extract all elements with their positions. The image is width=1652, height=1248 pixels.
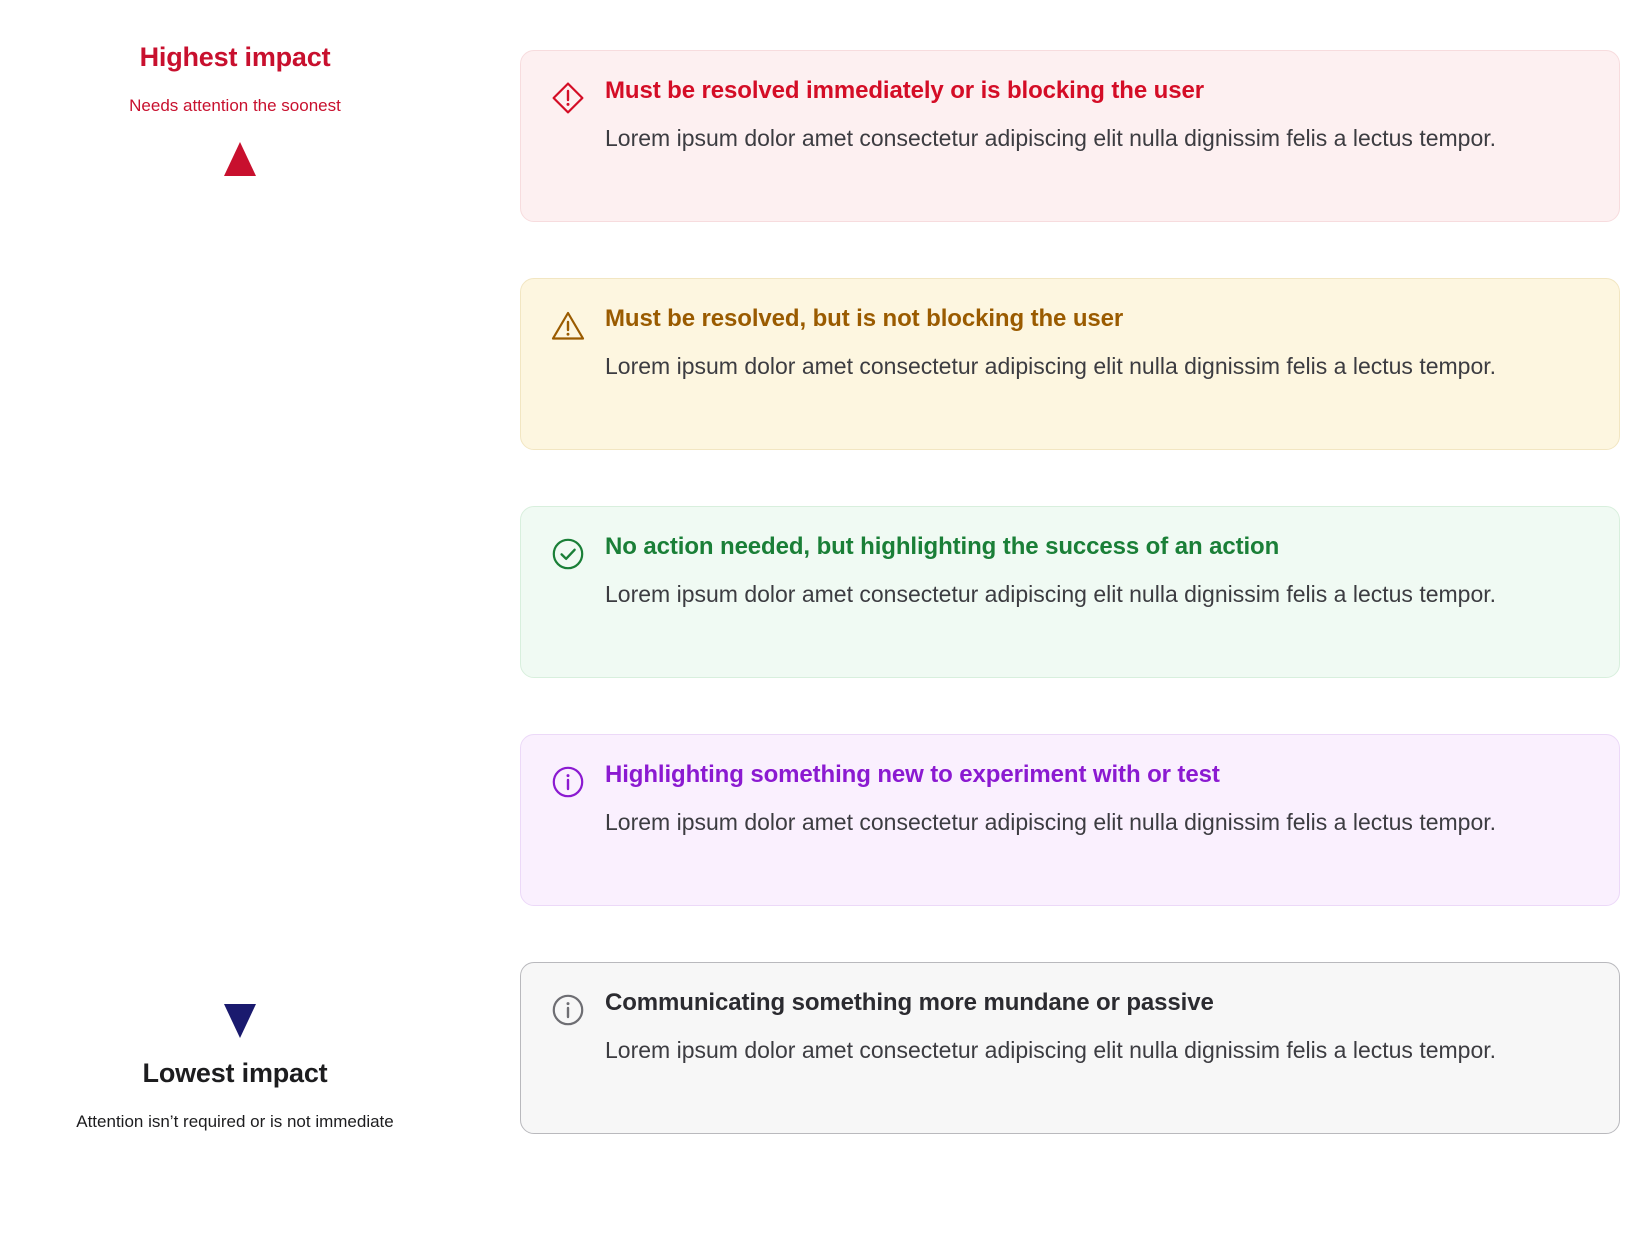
severity-card-title: Highlighting something new to experiment with or test — [605, 761, 1220, 788]
severity-card-new — [520, 734, 1620, 906]
severity-card-description: Lorem ipsum dolor amet consectetur adipiscing elit nulla dignissim felis a lectus tempor. — [605, 352, 1497, 379]
warning-triangle-icon — [551, 309, 585, 343]
severity-card-body — [605, 305, 1589, 386]
severity-card-body — [605, 533, 1589, 614]
severity-card-title: Communicating something more mundane or passive — [605, 989, 1214, 1016]
severity-card-description: Lorem ipsum dolor amet consectetur adipiscing elit nulla dignissim felis a lectus tempor. — [605, 808, 1497, 835]
lowest-impact-sublabel: Attention isn’t required or is not immediate — [76, 1112, 394, 1131]
severity-card-list — [520, 0, 1620, 1248]
severity-card-body — [605, 761, 1589, 842]
severity-card-critical — [520, 50, 1620, 222]
lowest-impact-label: Lowest impact — [142, 1058, 328, 1088]
severity-card-description: Lorem ipsum dolor amet consectetur adipiscing elit nulla dignissim felis a lectus tempor. — [605, 1036, 1497, 1063]
error-diamond-icon — [551, 81, 585, 115]
severity-card-description: Lorem ipsum dolor amet consectetur adipiscing elit nulla dignissim felis a lectus tempor. — [605, 580, 1497, 607]
success-check-circle-icon — [551, 537, 585, 571]
severity-card-title: Must be resolved immediately or is blocking the user — [605, 77, 1204, 104]
impact-scale-column — [0, 0, 470, 1248]
info-circle-icon — [551, 765, 585, 799]
severity-card-description: Lorem ipsum dolor amet consectetur adipiscing elit nulla dignissim felis a lectus tempor. — [605, 124, 1497, 151]
severity-card-body — [605, 989, 1589, 1070]
severity-card-success — [520, 506, 1620, 678]
severity-card-warning — [520, 278, 1620, 450]
impact-gradient-arrow — [180, 140, 300, 1040]
severity-card-body — [605, 77, 1589, 158]
severity-card-neutral — [520, 962, 1620, 1134]
highest-impact-sublabel: Needs attention the soonest — [129, 96, 341, 115]
highest-impact-label: Highest impact — [139, 42, 331, 72]
severity-card-title: No action needed, but highlighting the success of an action — [605, 533, 1280, 560]
info-circle-icon — [551, 993, 585, 1027]
severity-card-title: Must be resolved, but is not blocking the user — [605, 305, 1124, 332]
